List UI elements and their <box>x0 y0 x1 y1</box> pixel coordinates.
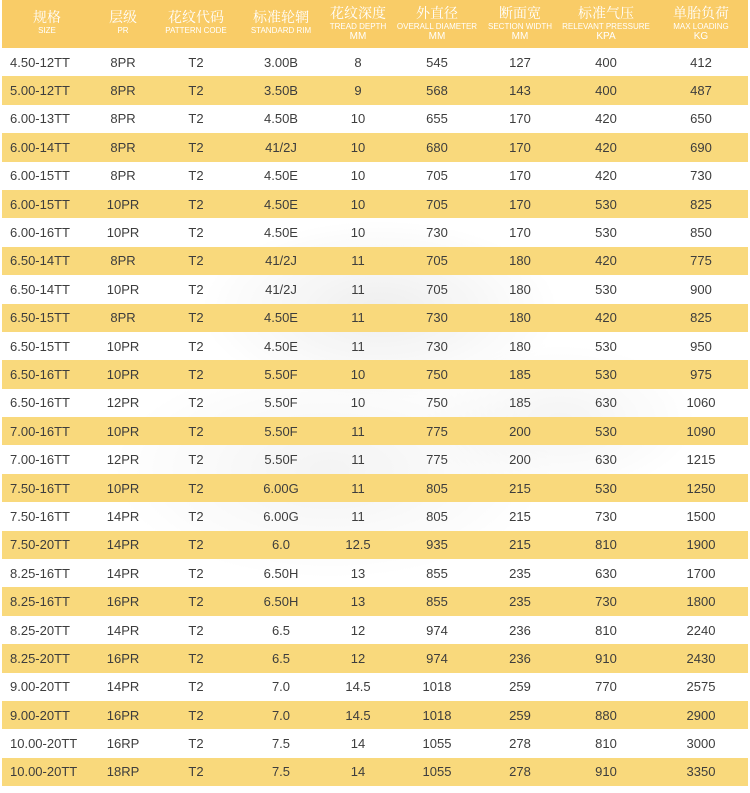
cell-max-loading: 1060 <box>686 395 716 411</box>
cell-tread-depth: 10 <box>350 395 366 411</box>
cell-section-width: 170 <box>509 111 531 127</box>
cell-standard-rim: 4.50E <box>264 225 298 241</box>
table-row <box>2 332 748 360</box>
cell-size: 8.25-20TT <box>10 622 70 638</box>
cell-size: 6.50-14TT <box>10 281 70 297</box>
table-row <box>2 729 748 757</box>
cell-standard-rim: 7.0 <box>271 707 291 723</box>
cell-pattern-code: T2 <box>188 707 204 723</box>
cell-section-width: 259 <box>509 707 531 723</box>
cell-tread-depth: 12 <box>350 622 366 638</box>
cell-relevant-pressure: 530 <box>595 366 617 382</box>
cell-tread-depth: 11 <box>351 281 365 297</box>
cell-size: 7.50-16TT <box>10 480 70 496</box>
cell-overall-diameter: 1055 <box>422 736 452 752</box>
cell-pattern-code: T2 <box>188 565 204 581</box>
cell-tread-depth: 14.5 <box>345 679 371 695</box>
table-row <box>2 133 748 161</box>
cell-max-loading: 487 <box>690 83 712 99</box>
table-row <box>2 587 748 615</box>
cell-ply-rating: 8PR <box>110 253 136 269</box>
cell-ply-rating: 10PR <box>106 225 140 241</box>
cell-pattern-code: T2 <box>188 679 204 695</box>
cell-tread-depth: 12 <box>350 650 366 666</box>
cell-standard-rim: 6.00G <box>263 480 299 496</box>
cell-section-width: 185 <box>509 366 531 382</box>
header-max-loading <box>654 0 748 48</box>
cell-size: 6.50-14TT <box>10 253 70 269</box>
cell-size: 7.50-16TT <box>10 508 70 524</box>
cell-max-loading: 850 <box>690 225 712 241</box>
cell-overall-diameter: 974 <box>426 622 448 638</box>
cell-pattern-code: T2 <box>188 764 204 780</box>
cell-standard-rim: 3.50B <box>264 83 298 99</box>
cell-overall-diameter: 855 <box>426 594 448 610</box>
cell-relevant-pressure: 530 <box>595 480 617 496</box>
header-unit: KPA <box>596 31 616 42</box>
table-header-row <box>2 0 748 48</box>
cell-relevant-pressure: 630 <box>595 565 617 581</box>
cell-ply-rating: 8PR <box>110 111 136 127</box>
cell-size: 7.00-16TT <box>10 452 70 468</box>
cell-overall-diameter: 1018 <box>422 707 452 723</box>
cell-ply-rating: 8PR <box>110 54 136 70</box>
cell-pattern-code: T2 <box>188 480 204 496</box>
cell-overall-diameter: 750 <box>426 395 448 411</box>
header-label-en: OVERALL DIAMETER <box>396 22 478 31</box>
header-label-en: MAX LOADING <box>673 22 729 31</box>
cell-relevant-pressure: 770 <box>595 679 617 695</box>
cell-size: 6.00-16TT <box>10 225 70 241</box>
header-label-en: STANDARD RIM <box>250 26 312 35</box>
cell-relevant-pressure: 530 <box>595 281 617 297</box>
cell-ply-rating: 14PR <box>106 679 140 695</box>
cell-standard-rim: 6.00G <box>263 508 299 524</box>
cell-max-loading: 1090 <box>686 423 716 439</box>
header-section-width <box>482 0 558 48</box>
cell-standard-rim: 7.5 <box>271 764 291 780</box>
cell-relevant-pressure: 420 <box>595 168 617 184</box>
cell-tread-depth: 13 <box>350 565 366 581</box>
cell-section-width: 180 <box>509 338 531 354</box>
cell-relevant-pressure: 810 <box>595 736 617 752</box>
cell-max-loading: 690 <box>690 139 712 155</box>
header-label-en: PR <box>117 26 129 35</box>
cell-tread-depth: 10 <box>350 366 366 382</box>
cell-max-loading: 730 <box>690 168 712 184</box>
cell-size: 8.25-16TT <box>10 565 70 581</box>
cell-overall-diameter: 545 <box>426 54 448 70</box>
cell-tread-depth: 11 <box>351 310 365 326</box>
table-row <box>2 162 748 190</box>
cell-relevant-pressure: 810 <box>595 537 617 553</box>
table-row <box>2 48 748 76</box>
header-ply-rating <box>92 0 154 48</box>
cell-max-loading: 3350 <box>686 764 716 780</box>
cell-relevant-pressure: 420 <box>595 111 617 127</box>
cell-pattern-code: T2 <box>188 310 204 326</box>
cell-standard-rim: 6.50H <box>263 565 299 581</box>
cell-size: 7.00-16TT <box>10 423 70 439</box>
cell-tread-depth: 12.5 <box>345 537 371 553</box>
cell-ply-rating: 14PR <box>106 537 140 553</box>
cell-size: 6.50-16TT <box>10 366 70 382</box>
cell-standard-rim: 4.50B <box>264 111 298 127</box>
cell-standard-rim: 6.5 <box>271 622 291 638</box>
cell-tread-depth: 14 <box>350 736 366 752</box>
cell-max-loading: 2430 <box>686 650 716 666</box>
cell-section-width: 180 <box>509 310 531 326</box>
cell-overall-diameter: 705 <box>426 253 448 269</box>
cell-standard-rim: 41/2J <box>265 253 297 269</box>
cell-relevant-pressure: 530 <box>595 423 617 439</box>
cell-relevant-pressure: 530 <box>595 225 617 241</box>
cell-max-loading: 2575 <box>686 679 716 695</box>
header-relevant-pressure <box>558 0 654 48</box>
cell-pattern-code: T2 <box>188 54 204 70</box>
table-row <box>2 474 748 502</box>
cell-ply-rating: 16PR <box>106 650 140 666</box>
cell-ply-rating: 10PR <box>106 281 140 297</box>
cell-section-width: 180 <box>509 253 531 269</box>
header-label-zh: 标准气压 <box>578 6 634 22</box>
table-row <box>2 360 748 388</box>
cell-ply-rating: 8PR <box>110 83 136 99</box>
cell-overall-diameter: 935 <box>426 537 448 553</box>
header-label-zh: 层级 <box>109 10 137 26</box>
cell-tread-depth: 14.5 <box>345 707 371 723</box>
cell-size: 6.00-15TT <box>10 196 70 212</box>
cell-ply-rating: 10PR <box>106 366 140 382</box>
cell-standard-rim: 5.50F <box>264 366 298 382</box>
cell-section-width: 215 <box>509 508 531 524</box>
cell-max-loading: 975 <box>690 366 712 382</box>
cell-overall-diameter: 655 <box>426 111 448 127</box>
table-row <box>2 304 748 332</box>
cell-section-width: 236 <box>509 622 531 638</box>
cell-pattern-code: T2 <box>188 366 204 382</box>
cell-max-loading: 2240 <box>686 622 716 638</box>
header-overall-diameter <box>392 0 482 48</box>
cell-standard-rim: 41/2J <box>265 281 297 297</box>
header-size <box>2 0 92 48</box>
cell-pattern-code: T2 <box>188 111 204 127</box>
cell-relevant-pressure: 730 <box>595 594 617 610</box>
cell-overall-diameter: 730 <box>426 225 448 241</box>
cell-max-loading: 2900 <box>686 707 716 723</box>
tire-spec-table <box>2 0 748 786</box>
header-label-en: SIZE <box>38 26 56 35</box>
header-label-zh: 单胎负荷 <box>673 6 729 22</box>
table-row <box>2 445 748 473</box>
cell-pattern-code: T2 <box>188 395 204 411</box>
cell-size: 6.00-13TT <box>10 111 70 127</box>
cell-pattern-code: T2 <box>188 508 204 524</box>
cell-pattern-code: T2 <box>188 622 204 638</box>
cell-standard-rim: 4.50E <box>264 338 298 354</box>
header-label-zh: 花纹深度 <box>330 6 386 22</box>
cell-overall-diameter: 805 <box>426 508 448 524</box>
table-row <box>2 76 748 104</box>
cell-ply-rating: 12PR <box>106 452 140 468</box>
header-label-zh: 花纹代码 <box>168 10 224 26</box>
cell-relevant-pressure: 880 <box>595 707 617 723</box>
header-label-en: SECTION WIDTH <box>488 22 552 31</box>
table-row <box>2 758 748 786</box>
cell-standard-rim: 4.50E <box>264 168 298 184</box>
cell-pattern-code: T2 <box>188 196 204 212</box>
cell-relevant-pressure: 420 <box>595 253 617 269</box>
cell-relevant-pressure: 420 <box>595 310 617 326</box>
cell-ply-rating: 16RP <box>106 736 140 752</box>
table-row <box>2 701 748 729</box>
cell-ply-rating: 10PR <box>106 423 140 439</box>
cell-section-width: 235 <box>509 594 531 610</box>
table-row <box>2 105 748 133</box>
cell-ply-rating: 12PR <box>106 395 140 411</box>
table-row <box>2 389 748 417</box>
cell-size: 8.25-20TT <box>10 650 70 666</box>
cell-tread-depth: 11 <box>351 338 365 354</box>
cell-relevant-pressure: 910 <box>595 764 617 780</box>
cell-tread-depth: 11 <box>351 480 365 496</box>
cell-tread-depth: 10 <box>350 139 366 155</box>
cell-pattern-code: T2 <box>188 452 204 468</box>
cell-overall-diameter: 568 <box>426 83 448 99</box>
table-row <box>2 247 748 275</box>
cell-size: 5.00-12TT <box>10 83 70 99</box>
cell-max-loading: 825 <box>690 196 712 212</box>
cell-section-width: 200 <box>509 423 531 439</box>
table-row <box>2 417 748 445</box>
cell-section-width: 170 <box>509 139 531 155</box>
cell-overall-diameter: 805 <box>426 480 448 496</box>
cell-standard-rim: 7.5 <box>271 736 291 752</box>
cell-ply-rating: 8PR <box>110 310 136 326</box>
cell-size: 10.00-20TT <box>10 764 78 780</box>
cell-tread-depth: 10 <box>350 168 366 184</box>
header-pattern-code <box>154 0 238 48</box>
cell-section-width: 127 <box>509 54 531 70</box>
cell-overall-diameter: 705 <box>426 196 448 212</box>
cell-section-width: 170 <box>509 168 531 184</box>
cell-size: 6.00-15TT <box>10 168 70 184</box>
cell-standard-rim: 4.50E <box>264 310 298 326</box>
header-tread-depth <box>324 0 392 48</box>
cell-ply-rating: 16PR <box>106 594 140 610</box>
cell-relevant-pressure: 730 <box>595 508 617 524</box>
cell-overall-diameter: 705 <box>426 281 448 297</box>
cell-tread-depth: 14 <box>350 764 366 780</box>
header-standard-rim <box>238 0 324 48</box>
table-row <box>2 218 748 246</box>
table-row <box>2 616 748 644</box>
cell-max-loading: 650 <box>690 111 712 127</box>
cell-max-loading: 950 <box>690 338 712 354</box>
cell-standard-rim: 5.50F <box>264 423 298 439</box>
cell-tread-depth: 11 <box>351 253 365 269</box>
cell-overall-diameter: 775 <box>426 423 448 439</box>
cell-max-loading: 1215 <box>686 452 716 468</box>
cell-ply-rating: 14PR <box>106 508 140 524</box>
header-unit: MM <box>349 31 367 42</box>
cell-size: 4.50-12TT <box>10 54 70 70</box>
table-row <box>2 502 748 530</box>
cell-section-width: 215 <box>509 480 531 496</box>
cell-tread-depth: 10 <box>350 225 366 241</box>
cell-size: 9.00-20TT <box>10 679 70 695</box>
cell-ply-rating: 8PR <box>110 168 136 184</box>
cell-relevant-pressure: 910 <box>595 650 617 666</box>
cell-section-width: 180 <box>509 281 531 297</box>
table-row <box>2 644 748 672</box>
cell-tread-depth: 8 <box>354 54 362 70</box>
cell-standard-rim: 4.50E <box>264 196 298 212</box>
cell-max-loading: 1500 <box>686 508 716 524</box>
cell-ply-rating: 16PR <box>106 707 140 723</box>
cell-size: 9.00-20TT <box>10 707 70 723</box>
cell-max-loading: 775 <box>690 253 712 269</box>
cell-pattern-code: T2 <box>188 736 204 752</box>
cell-overall-diameter: 750 <box>426 366 448 382</box>
cell-relevant-pressure: 420 <box>595 139 617 155</box>
cell-relevant-pressure: 400 <box>595 54 617 70</box>
cell-section-width: 200 <box>509 452 531 468</box>
cell-standard-rim: 7.0 <box>271 679 291 695</box>
header-label-en: TREAD DEPTH <box>329 22 387 31</box>
cell-size: 10.00-20TT <box>10 736 78 752</box>
cell-section-width: 278 <box>509 736 531 752</box>
cell-pattern-code: T2 <box>188 253 204 269</box>
table-row <box>2 190 748 218</box>
cell-section-width: 143 <box>509 83 531 99</box>
cell-tread-depth: 10 <box>350 111 366 127</box>
cell-ply-rating: 10PR <box>106 338 140 354</box>
cell-pattern-code: T2 <box>188 168 204 184</box>
table-row <box>2 275 748 303</box>
cell-relevant-pressure: 530 <box>595 338 617 354</box>
cell-max-loading: 1700 <box>686 565 716 581</box>
cell-pattern-code: T2 <box>188 338 204 354</box>
cell-standard-rim: 5.50F <box>264 395 298 411</box>
header-label-zh: 断面宽 <box>499 6 541 22</box>
cell-pattern-code: T2 <box>188 594 204 610</box>
cell-relevant-pressure: 630 <box>595 395 617 411</box>
cell-overall-diameter: 1018 <box>422 679 452 695</box>
cell-size: 6.50-15TT <box>10 310 70 326</box>
cell-relevant-pressure: 530 <box>595 196 617 212</box>
cell-overall-diameter: 730 <box>426 310 448 326</box>
cell-size: 6.50-16TT <box>10 395 70 411</box>
cell-overall-diameter: 680 <box>426 139 448 155</box>
header-label-zh: 规格 <box>33 10 61 26</box>
cell-max-loading: 412 <box>690 54 712 70</box>
cell-size: 8.25-16TT <box>10 594 70 610</box>
cell-max-loading: 825 <box>690 310 712 326</box>
header-unit: MM <box>428 31 446 42</box>
cell-standard-rim: 41/2J <box>265 139 297 155</box>
cell-size: 7.50-20TT <box>10 537 70 553</box>
cell-size: 6.50-15TT <box>10 338 70 354</box>
table-row <box>2 673 748 701</box>
cell-pattern-code: T2 <box>188 139 204 155</box>
cell-relevant-pressure: 810 <box>595 622 617 638</box>
cell-standard-rim: 6.0 <box>271 537 291 553</box>
cell-overall-diameter: 855 <box>426 565 448 581</box>
cell-pattern-code: T2 <box>188 537 204 553</box>
cell-pattern-code: T2 <box>188 423 204 439</box>
header-label-zh: 外直径 <box>416 6 458 22</box>
cell-max-loading: 1800 <box>686 594 716 610</box>
cell-section-width: 236 <box>509 650 531 666</box>
cell-section-width: 215 <box>509 537 531 553</box>
cell-max-loading: 3000 <box>686 736 716 752</box>
header-label-zh: 标准轮辋 <box>253 10 309 26</box>
cell-tread-depth: 11 <box>351 423 365 439</box>
cell-standard-rim: 6.50H <box>263 594 299 610</box>
cell-pattern-code: T2 <box>188 650 204 666</box>
cell-ply-rating: 10PR <box>106 196 140 212</box>
cell-size: 6.00-14TT <box>10 139 70 155</box>
cell-ply-rating: 14PR <box>106 565 140 581</box>
cell-standard-rim: 5.50F <box>264 452 298 468</box>
cell-section-width: 185 <box>509 395 531 411</box>
cell-max-loading: 1250 <box>686 480 716 496</box>
cell-pattern-code: T2 <box>188 83 204 99</box>
cell-overall-diameter: 775 <box>426 452 448 468</box>
table-row <box>2 559 748 587</box>
cell-section-width: 170 <box>509 225 531 241</box>
cell-overall-diameter: 730 <box>426 338 448 354</box>
cell-section-width: 278 <box>509 764 531 780</box>
cell-tread-depth: 11 <box>351 508 365 524</box>
cell-ply-rating: 18RP <box>106 764 140 780</box>
cell-pattern-code: T2 <box>188 281 204 297</box>
cell-relevant-pressure: 630 <box>595 452 617 468</box>
cell-overall-diameter: 1055 <box>422 764 452 780</box>
cell-section-width: 259 <box>509 679 531 695</box>
cell-section-width: 170 <box>509 196 531 212</box>
cell-overall-diameter: 974 <box>426 650 448 666</box>
header-label-en: PATTERN CODE <box>165 26 227 35</box>
cell-ply-rating: 14PR <box>106 622 140 638</box>
cell-pattern-code: T2 <box>188 225 204 241</box>
header-unit: KG <box>693 31 709 42</box>
cell-max-loading: 900 <box>690 281 712 297</box>
header-label-en: RELEVANT PRESSURE <box>562 22 650 31</box>
cell-tread-depth: 10 <box>350 196 366 212</box>
cell-ply-rating: 10PR <box>106 480 140 496</box>
cell-overall-diameter: 705 <box>426 168 448 184</box>
cell-relevant-pressure: 400 <box>595 83 617 99</box>
table-row <box>2 531 748 559</box>
cell-max-loading: 1900 <box>686 537 716 553</box>
cell-section-width: 235 <box>509 565 531 581</box>
cell-ply-rating: 8PR <box>110 139 136 155</box>
cell-tread-depth: 11 <box>351 452 365 468</box>
cell-tread-depth: 13 <box>350 594 366 610</box>
cell-tread-depth: 9 <box>354 83 362 99</box>
cell-standard-rim: 6.5 <box>271 650 291 666</box>
header-unit: MM <box>511 31 529 42</box>
cell-standard-rim: 3.00B <box>264 54 298 70</box>
